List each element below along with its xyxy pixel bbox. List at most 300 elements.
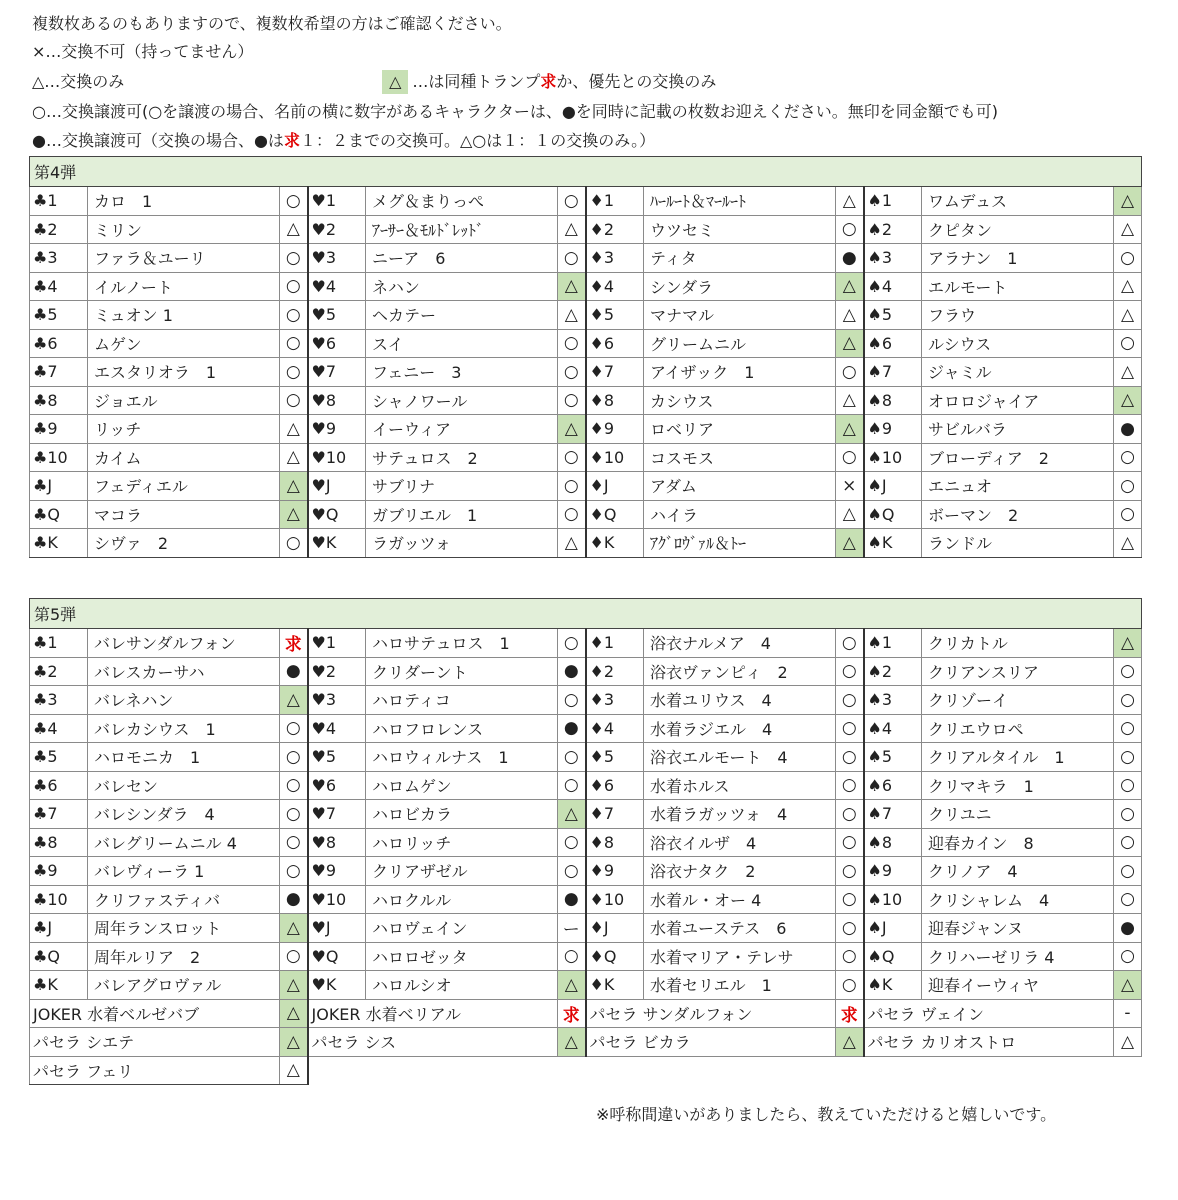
card-name: ラガッツォ: [366, 529, 558, 558]
status-mark: ○: [280, 743, 308, 772]
status-mark: △: [280, 686, 308, 715]
legend-green-text: …は同種トランプ: [412, 72, 541, 91]
card-number: ♥8: [308, 386, 366, 415]
card-name: 水着ホルス: [644, 771, 836, 800]
card-name: カイム: [88, 443, 280, 472]
card-name: ルシウス: [922, 329, 1114, 358]
card-number: ♠K: [864, 971, 922, 1000]
card-number: ♦J: [586, 472, 644, 501]
status-mark: ○: [1114, 244, 1142, 273]
card-name: ｱｸﾞﾛｳﾞｧﾙ＆ﾄｰ: [644, 529, 836, 558]
card-number: ♣9: [30, 415, 88, 444]
card-name: イーウィア: [366, 415, 558, 444]
card-name: 周年ルリア 2: [88, 942, 280, 971]
status-mark: △: [836, 187, 864, 216]
card-name: マコラ: [88, 500, 280, 529]
card-number: ♥10: [308, 443, 366, 472]
card-number: ♥J: [308, 472, 366, 501]
status-mark: △: [836, 529, 864, 558]
status-mark: △: [1114, 971, 1142, 1000]
card-name: サビルバラ: [922, 415, 1114, 444]
card-number: ♠7: [864, 358, 922, 387]
status-mark: ○: [280, 386, 308, 415]
card-name: コスモス: [644, 443, 836, 472]
card-number: ♠3: [864, 686, 922, 715]
card-name: サテュロス 2: [366, 443, 558, 472]
status-mark: ○: [558, 358, 586, 387]
card-name: オロロジャイア: [922, 386, 1114, 415]
status-mark: ○: [836, 657, 864, 686]
card-number: ♦4: [586, 714, 644, 743]
status-mark: ○: [1114, 942, 1142, 971]
status-mark: ○: [558, 500, 586, 529]
card-number: ♠4: [864, 272, 922, 301]
card-name: バレサンダルフォン: [88, 629, 280, 658]
status-mark: △: [1114, 215, 1142, 244]
legend-line-5: [32, 131, 655, 151]
card-name: フラウ: [922, 301, 1114, 330]
status-mark: △: [280, 472, 308, 501]
table-row: [30, 914, 1142, 943]
legend-line-4: ○…交換譲渡可(○を譲渡の場合、名前の横に数字があるキャラクターは、●を同時に記載の枚数お迎えください。無印を同金額でも可): [32, 102, 999, 121]
card-name: ロベリア: [644, 415, 836, 444]
status-mark: 求: [558, 999, 586, 1028]
card-number: ♣K: [30, 971, 88, 1000]
card-name: 水着ラジエル 4: [644, 714, 836, 743]
card-name: ハロサテュロス 1: [366, 629, 558, 658]
card-number: ♥2: [308, 657, 366, 686]
card-name: 水着ル・オー 4: [644, 885, 836, 914]
status-mark: ○: [280, 828, 308, 857]
card-name: シンダラ: [644, 272, 836, 301]
card-number: ♥6: [308, 329, 366, 358]
table-row: [30, 272, 1142, 301]
card-name: ジョエル: [88, 386, 280, 415]
card-number: ♣J: [30, 472, 88, 501]
legend-line-3: [32, 70, 716, 94]
card-number: ♠10: [864, 885, 922, 914]
card-name: ブローディア 2: [922, 443, 1114, 472]
table-row: [30, 743, 1142, 772]
card-name: サブリナ: [366, 472, 558, 501]
card-name: エスタリオラ 1: [88, 358, 280, 387]
card-number: ♥K: [308, 971, 366, 1000]
card-number: ♣4: [30, 714, 88, 743]
card-name: クリマキラ 1: [922, 771, 1114, 800]
status-mark: △: [558, 215, 586, 244]
card-name: シヴァ 2: [88, 529, 280, 558]
status-mark: ○: [280, 529, 308, 558]
card-number: ♣3: [30, 686, 88, 715]
card-number: ♠2: [864, 657, 922, 686]
card-number: ♠3: [864, 244, 922, 273]
status-mark: ○: [558, 743, 586, 772]
card-name: 水着ラガッツォ 4: [644, 800, 836, 829]
table-row: [30, 500, 1142, 529]
card-number: ♦6: [586, 329, 644, 358]
card-number: ♥3: [308, 244, 366, 273]
status-mark: △: [836, 272, 864, 301]
status-mark: ○: [280, 244, 308, 273]
status-mark: ○: [280, 272, 308, 301]
card-number: ♥J: [308, 914, 366, 943]
status-mark: ○: [280, 714, 308, 743]
legend-black-text: ●…交換譲渡可（交換の場合、●は: [32, 131, 284, 150]
status-mark: ○: [558, 187, 586, 216]
status-mark: ●: [1114, 914, 1142, 943]
card-number: ♦1: [586, 187, 644, 216]
status-mark: ○: [1114, 771, 1142, 800]
status-mark: ○: [558, 857, 586, 886]
status-mark: ○: [836, 828, 864, 857]
card-number: ♥Q: [308, 500, 366, 529]
card-number: ♥7: [308, 800, 366, 829]
empty-space: [308, 1056, 1142, 1085]
card-name: ガブリエル 1: [366, 500, 558, 529]
card-name: ムゲン: [88, 329, 280, 358]
card-name: 迎春イーウィヤ: [922, 971, 1114, 1000]
card-number: ♦J: [586, 914, 644, 943]
card-number: ♠9: [864, 415, 922, 444]
status-mark: △: [558, 415, 586, 444]
status-mark: ○: [1114, 472, 1142, 501]
card-number: ♣Q: [30, 942, 88, 971]
status-mark: 求: [836, 999, 864, 1028]
status-mark: ○: [280, 857, 308, 886]
status-mark: ●: [558, 657, 586, 686]
status-mark: ○: [836, 971, 864, 1000]
status-mark: ○: [558, 443, 586, 472]
status-mark: ○: [1114, 828, 1142, 857]
card-number: ♥1: [308, 187, 366, 216]
status-mark: ○: [280, 771, 308, 800]
status-mark: ○: [1114, 800, 1142, 829]
table-row: [30, 244, 1142, 273]
card-name: クリゾーイ: [922, 686, 1114, 715]
status-mark: ○: [558, 629, 586, 658]
card-name: 迎春ジャンヌ: [922, 914, 1114, 943]
card-number: ♠Q: [864, 942, 922, 971]
card-number: ♠7: [864, 800, 922, 829]
status-mark: △: [1114, 629, 1142, 658]
legend-red-mark-2: 求: [283, 131, 300, 150]
card-name: スイ: [366, 329, 558, 358]
card-name: ランドル: [922, 529, 1114, 558]
table-row: [30, 187, 1142, 216]
card-name: 浴衣ヴァンピィ 2: [644, 657, 836, 686]
card-name: バレセン: [88, 771, 280, 800]
card-number: ♥3: [308, 686, 366, 715]
status-mark: ○: [558, 686, 586, 715]
status-mark: ○: [836, 358, 864, 387]
table-row: [30, 215, 1142, 244]
card-number: ♥4: [308, 272, 366, 301]
status-mark: ○: [1114, 686, 1142, 715]
card-number: ♥Q: [308, 942, 366, 971]
status-mark: △: [280, 971, 308, 1000]
card-name: 浴衣イルザ 4: [644, 828, 836, 857]
card-name: クリアンスリア: [922, 657, 1114, 686]
card-name: ｱｰｻｰ＆ﾓﾙﾄﾞﾚｯﾄﾞ: [366, 215, 558, 244]
card-name: バレアグロヴァル: [88, 971, 280, 1000]
card-number: ♣8: [30, 386, 88, 415]
card-number: ♦1: [586, 629, 644, 658]
card-name: ニーア 6: [366, 244, 558, 273]
card-name: 浴衣エルモート 4: [644, 743, 836, 772]
status-mark: ○: [1114, 857, 1142, 886]
card-number: ♣1: [30, 629, 88, 658]
card-number: ♣8: [30, 828, 88, 857]
card-name: クリエウロペ: [922, 714, 1114, 743]
status-mark: △: [280, 914, 308, 943]
status-mark: △: [836, 500, 864, 529]
card-name: バレグリームニル 4: [88, 828, 280, 857]
status-mark: △: [280, 500, 308, 529]
status-mark: ○: [558, 942, 586, 971]
status-mark: ○: [836, 215, 864, 244]
table-row: [30, 714, 1142, 743]
card-name: エルモート: [922, 272, 1114, 301]
status-mark: ○: [558, 329, 586, 358]
table-row: [30, 386, 1142, 415]
card-number: ♣4: [30, 272, 88, 301]
status-mark: △: [280, 1056, 308, 1085]
status-mark: ○: [558, 244, 586, 273]
status-mark: △: [836, 386, 864, 415]
card-name: イルノート: [88, 272, 280, 301]
status-mark: ×: [836, 472, 864, 501]
card-name: グリームニル: [644, 329, 836, 358]
card-number: ♦Q: [586, 500, 644, 529]
status-mark: -: [1114, 999, 1142, 1028]
status-mark: ○: [558, 771, 586, 800]
card-name: ヘカテー: [366, 301, 558, 330]
extra-card-name: パセラ フェリ: [30, 1056, 280, 1085]
status-mark: △: [1114, 529, 1142, 558]
status-mark: ○: [280, 329, 308, 358]
status-mark: ○: [1114, 657, 1142, 686]
card-number: ♠Q: [864, 500, 922, 529]
card-number: ♣10: [30, 885, 88, 914]
status-mark: △: [836, 329, 864, 358]
status-mark: ○: [1114, 500, 1142, 529]
table-row: [30, 657, 1142, 686]
card-name: ミリン: [88, 215, 280, 244]
card-name: アイザック 1: [644, 358, 836, 387]
card-name: アダム: [644, 472, 836, 501]
status-mark: ○: [280, 187, 308, 216]
table-row: [30, 415, 1142, 444]
status-mark: ○: [1114, 329, 1142, 358]
table-row: [30, 1056, 1142, 1085]
card-name: アラナン 1: [922, 244, 1114, 273]
card-name: クリアザゼル: [366, 857, 558, 886]
table-row: [30, 443, 1142, 472]
card-number: ♦10: [586, 443, 644, 472]
legend-green-box: △: [382, 70, 408, 94]
legend-triangle-text: △…交換のみ: [32, 72, 125, 91]
card-name: ワムデュス: [922, 187, 1114, 216]
status-mark: △: [1114, 358, 1142, 387]
card-name: クリアルタイル 1: [922, 743, 1114, 772]
status-mark: ○: [836, 942, 864, 971]
card-name: クリノア 4: [922, 857, 1114, 886]
card-number: ♠1: [864, 629, 922, 658]
card-name: ハロティコ: [366, 686, 558, 715]
card-name: カシウス: [644, 386, 836, 415]
card-number: ♠9: [864, 857, 922, 886]
card-name: 浴衣ナタク 2: [644, 857, 836, 886]
card-number: ♠5: [864, 301, 922, 330]
card-number: ♣J: [30, 914, 88, 943]
card-name: ハロヴェイン: [366, 914, 558, 943]
status-mark: △: [1114, 187, 1142, 216]
status-mark: △: [558, 301, 586, 330]
card-name: ハロルシオ: [366, 971, 558, 1000]
card-number: ♣6: [30, 329, 88, 358]
status-mark: ○: [836, 800, 864, 829]
status-mark: ○: [280, 800, 308, 829]
card-name: ウツセミ: [644, 215, 836, 244]
card-number: ♣9: [30, 857, 88, 886]
status-mark: ○: [280, 942, 308, 971]
table-row: [30, 329, 1142, 358]
status-mark: ●: [280, 657, 308, 686]
card-number: ♦7: [586, 358, 644, 387]
table-row: [30, 629, 1142, 658]
card-name: ハロリッチ: [366, 828, 558, 857]
card-number: ♥6: [308, 771, 366, 800]
card-number: ♣6: [30, 771, 88, 800]
table-row: [30, 800, 1142, 829]
status-mark: ○: [1114, 743, 1142, 772]
card-number: ♥9: [308, 415, 366, 444]
status-mark: ○: [280, 358, 308, 387]
table-row: [30, 358, 1142, 387]
legend-line-2: ×…交換不可（持ってません）: [32, 42, 254, 61]
status-mark: △: [558, 272, 586, 301]
card-name: ネハン: [366, 272, 558, 301]
card-number: ♠10: [864, 443, 922, 472]
card-number: ♥K: [308, 529, 366, 558]
status-mark: △: [1114, 1028, 1142, 1057]
card-number: ♦7: [586, 800, 644, 829]
status-mark: △: [558, 1028, 586, 1057]
card-number: ♣2: [30, 657, 88, 686]
legend-black-text-2: １：２までの交換可。△○は１：１の交換のみ。）: [299, 131, 656, 150]
card-number: ♥2: [308, 215, 366, 244]
table-row: [30, 857, 1142, 886]
card-number: ♦2: [586, 657, 644, 686]
status-mark: ○: [280, 301, 308, 330]
table-row: [30, 885, 1142, 914]
card-number: ♣5: [30, 743, 88, 772]
extra-card-name: パセラ シス: [308, 1028, 558, 1057]
status-mark: ○: [836, 443, 864, 472]
card-number: ♠2: [864, 215, 922, 244]
table-row: [30, 942, 1142, 971]
card-number: ♦10: [586, 885, 644, 914]
card-number: ♠6: [864, 771, 922, 800]
card-name: ハロビカラ: [366, 800, 558, 829]
status-mark: △: [836, 415, 864, 444]
card-number: ♠6: [864, 329, 922, 358]
card-number: ♦K: [586, 529, 644, 558]
status-mark: △: [558, 529, 586, 558]
card-name: ハロロゼッタ: [366, 942, 558, 971]
status-mark: ●: [1114, 415, 1142, 444]
status-mark: ○: [836, 743, 864, 772]
card-name: ハイラ: [644, 500, 836, 529]
card-number: ♦5: [586, 301, 644, 330]
table-row: [30, 686, 1142, 715]
card-name: クリハーゼリラ 4: [922, 942, 1114, 971]
card-name: バレカシウス 1: [88, 714, 280, 743]
card-name: ボーマン 2: [922, 500, 1114, 529]
card-number: ♥5: [308, 743, 366, 772]
status-mark: ○: [558, 828, 586, 857]
card-name: 水着マリア・テレサ: [644, 942, 836, 971]
card-number: ♦3: [586, 686, 644, 715]
card-number: ♦8: [586, 828, 644, 857]
status-mark: ○: [836, 771, 864, 800]
card-name: マナマル: [644, 301, 836, 330]
card-number: ♠J: [864, 914, 922, 943]
status-mark: ○: [558, 386, 586, 415]
table-row: [30, 301, 1142, 330]
card-name: バレシンダラ 4: [88, 800, 280, 829]
card-number: ♦K: [586, 971, 644, 1000]
card-name: ハロムゲン: [366, 771, 558, 800]
card-name: ﾊｰﾙｰﾄ＆ﾏｰﾙｰﾄ: [644, 187, 836, 216]
status-mark: △: [280, 1028, 308, 1057]
card-number: ♦3: [586, 244, 644, 273]
status-mark: ー: [558, 914, 586, 943]
legend-line-1: 複数枚あるのもありますので、複数枚希望の方はご確認ください。: [32, 14, 512, 33]
card-name: メグ＆まりっぺ: [366, 187, 558, 216]
card-number: ♣1: [30, 187, 88, 216]
card-name: フェニー 3: [366, 358, 558, 387]
status-mark: △: [1114, 272, 1142, 301]
extra-card-name: パセラ カリオストロ: [864, 1028, 1114, 1057]
card-number: ♦8: [586, 386, 644, 415]
extra-card-name: パセラ サンダルフォン: [586, 999, 836, 1028]
card-name: 周年ランスロット: [88, 914, 280, 943]
card-name: 迎春カイン 8: [922, 828, 1114, 857]
status-mark: ●: [558, 885, 586, 914]
table-row: [30, 828, 1142, 857]
status-mark: ○: [836, 629, 864, 658]
card-name: シャノワール: [366, 386, 558, 415]
card-name: ジャミル: [922, 358, 1114, 387]
status-mark: △: [836, 1028, 864, 1057]
card-name: クリダーント: [366, 657, 558, 686]
card-name: ファラ＆ユーリ: [88, 244, 280, 273]
card-name: ハロクルル: [366, 885, 558, 914]
card-number: ♣K: [30, 529, 88, 558]
status-mark: ○: [1114, 443, 1142, 472]
card-number: ♦4: [586, 272, 644, 301]
card-name: バレヴィーラ 1: [88, 857, 280, 886]
status-mark: △: [836, 301, 864, 330]
table-row: [30, 529, 1142, 558]
card-name: ハロウィルナス 1: [366, 743, 558, 772]
section-title: 第4弾: [30, 157, 1142, 187]
card-name: リッチ: [88, 415, 280, 444]
card-number: ♦Q: [586, 942, 644, 971]
status-mark: △: [1114, 386, 1142, 415]
card-number: ♠1: [864, 187, 922, 216]
